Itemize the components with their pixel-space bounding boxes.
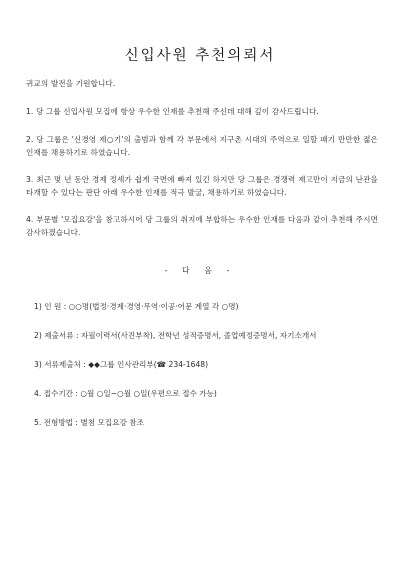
paragraph-3: 3. 최근 몇 년 동안 경제 정세가 쉽게 국면에 빠져 있긴 하지만 당 그룹은 경쟁력 제고만이 지금의 난관을 타개할 수 있다는 판단 아래 우수한 인재를 적극 발굴, 채용하기로 하였습니다. [26,175,378,197]
detail-item-selection: 5. 전형방법 : 별첨 모집요강 참조 [34,418,144,427]
paragraph-1: 1. 당 그룹 신입사원 모집에 항상 우수한 인재를 추천해 주신데 대해 깊이 감사드립니다. [26,107,319,116]
greeting-text: 귀교의 발전을 기원합니다. [26,79,116,88]
detail-list [34,300,384,445]
paragraph-4: 4. 부문별 '모집요강'을 참고하시어 당 그룹의 취지에 부합하는 우수한 인재를 다음과 같이 추천해 주시면 감사하겠습니다. [26,215,378,237]
detail-item-period: 4. 접수기간 : ○월 ○일~○월 ○일(우편으로 접수 가능) [34,389,217,398]
detail-item-headcount: 1) 인 원 : ○○명(법정·경제·경영·무역·이공·어문 계열 각 ○명) [34,302,239,311]
detail-item-submission-office: 3) 서류제출처 : ◆◆그룹 인사관리부(☎ 234-1648) [34,360,209,369]
section-separator: - 다 음 - [164,266,236,275]
detail-item-documents: 2) 제출서류 : 자필이력서(사진부착), 전학년 성적증명서, 졸업예정증명서, 자기소개서 [34,331,317,340]
document-title: 신입사원 추천의뢰서 [124,48,276,64]
paragraph-2: 2. 당 그룹은 '신경영 제○기'의 출범과 함께 각 부문에서 지구촌 시대의 주역으로 일할 패기 만만한 젊은 인재를 채용하기로 하였습니다. [26,135,378,157]
